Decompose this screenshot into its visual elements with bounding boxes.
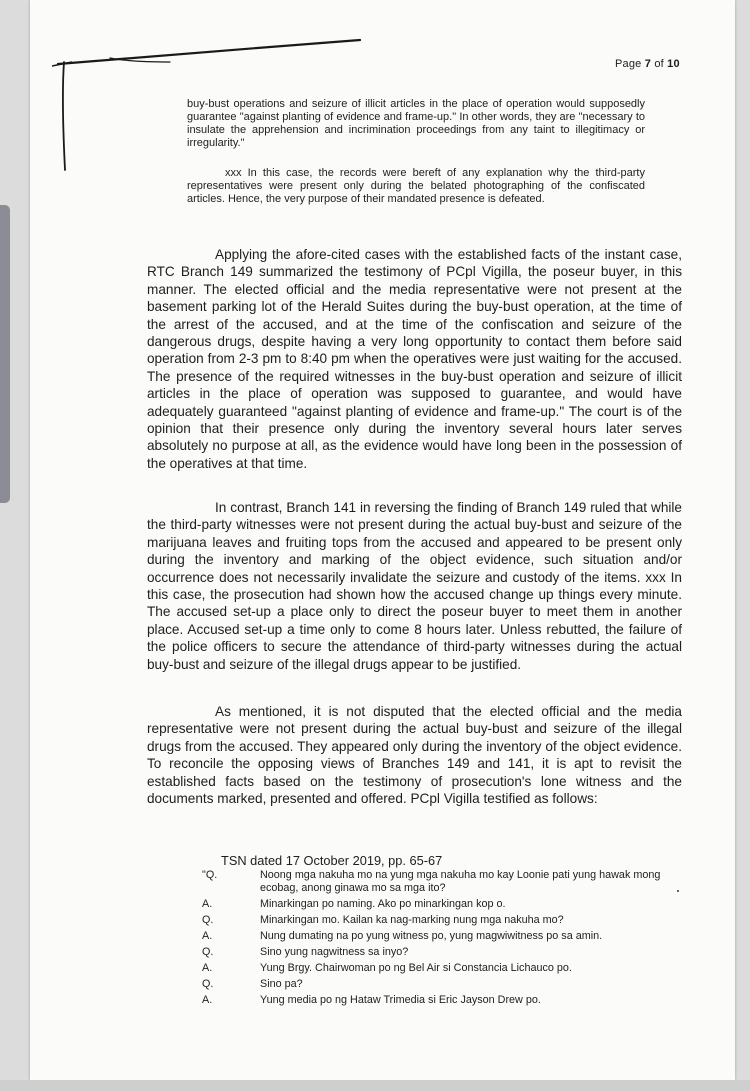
transcript-speaker: A. xyxy=(202,930,213,942)
bottom-edge xyxy=(0,1080,750,1091)
page-total: 10 xyxy=(667,58,680,70)
tsn-heading: TSN dated 17 October 2019, pp. 65-67 xyxy=(221,853,443,868)
transcript-speaker: Q. xyxy=(202,946,214,958)
body-paragraph-text-2: In contrast, Branch 141 in reversing the finding of Branch 149 ruled that while the third-party witnesses were not present during the actual buy-bust and seizure of the marijuana leaves and fruiting tops from the accused and appeared to be present only during the inventory and marking of the object evidence, such situation and/or occurrence does not necessarily invalidate the seizure and custody of the items. xxx In this case, the prosecution had shown how the accused change up things every minute. The accused set-up a place only to direct the poseur buyer to meet them in another place. Accused set-up a time only to come 8 hours later. Unless rebutted, the failure of the police officers to secure the attendance of third-party witnesses during the actual buy-bust and seizure of the illegal drugs appear to be justified. xyxy=(147,500,682,672)
transcript-speaker: "Q. xyxy=(202,869,218,881)
transcript-text: Sino yung nagwitness sa inyo? xyxy=(260,946,409,958)
transcript-text: Sino pa? xyxy=(260,978,303,990)
transcript-speaker: Q. xyxy=(202,914,214,926)
page-current: 7 xyxy=(644,58,652,70)
body-paragraph-text-1: Applying the afore-cited cases with the established facts of the instant case, RTC Branch 149 summarized the testimony of PCpl Vigilla, the poseur buyer, in this manner. The elected official and the media representative were not present at the basement parking lot of the Herald Suites during the buy-bust operation, at the time of the arrest of the accused, and at the time of the confiscation and seizure of the dangerous drugs, despite having a very long opportunity to contact them before said operation from 2-3 pm to 8:40 pm when the operatives were just waiting for the accused. The presence of the required witnesses in the buy-bust operation and seizure of illicit articles in the place of operation was supposed to guarantee, and would have adequately guaranteed "against planting of evidence and frame-up." The court is of the opinion that their presence only during the inventory several hours later serves absolutely no purpose at all, as the evidence would have long been in the possession of the operatives at that time. xyxy=(147,247,682,471)
body-paragraph-text-3: As mentioned, it is not disputed that the elected official and the media representative were not present during the actual buy-bust and seizure of the illegal drugs from the accused. They appeared only during the inventory of the object evidence. To reconcile the opposing views of Branches 149 and 141, it is apt to revisit the established facts based on the testimony of prosecution's lone witness and the documents marked, presented and offered. PCpl Vigilla testified as follows: xyxy=(147,704,682,807)
transcript-text: Minarkingan mo. Kailan ka nag-marking nung mga nakuha mo? xyxy=(260,914,564,926)
transcript-speaker: A. xyxy=(202,962,213,974)
page-prefix: Page xyxy=(615,58,645,70)
transcript-speaker: Q. xyxy=(202,978,214,990)
transcript-speaker: A. xyxy=(202,898,213,910)
body-paragraph-1 xyxy=(147,246,682,472)
transcript-text: Noong mga nakuha mo na yung mga nakuha mo kay Loonie pati yung hawak mong ecobag, anong ginawa mo sa mga ito? xyxy=(260,869,661,894)
transcript-text: Nung dumating na po yung witness po, yung magwiwitness po sa amin. xyxy=(260,930,603,942)
body-paragraph-3 xyxy=(147,703,682,807)
transcript-text: Yung Brgy. Chairwoman po ng Bel Air si Constancia Lichauco po. xyxy=(260,962,572,974)
stray-dot xyxy=(677,890,679,892)
transcript-line xyxy=(202,869,682,895)
document-page xyxy=(30,0,735,1080)
transcript-text: Minarkingan po naming. Ako po minarkingan kop o. xyxy=(260,898,506,910)
body-paragraph-2 xyxy=(147,499,682,673)
transcript-text: Yung media po ng Hataw Trimedia si Eric Jayson Drew po. xyxy=(260,994,541,1006)
page-number xyxy=(615,58,680,70)
transcript-speaker: A. xyxy=(202,994,213,1006)
scroll-edge-mark xyxy=(0,205,10,503)
block-quote-text-2: xxx In this case, the records were bereft of any explanation why the third-party representatives were present only during the belated photographing of the confiscated articles. Hence, the very purpose of their mandated presence is defeated. xyxy=(187,167,645,205)
block-quote-paragraph-2 xyxy=(187,167,645,206)
page-sep: of xyxy=(651,58,668,70)
block-quote-paragraph-1: buy-bust operations and seizure of illicit articles in the place of operation would supposedly guarantee "against planting of evidence and frame-up." In other words, they are "necessary to insulate the apprehension and incrimination proceedings from any taint to illegitimacy or irregularity." xyxy=(187,98,645,149)
